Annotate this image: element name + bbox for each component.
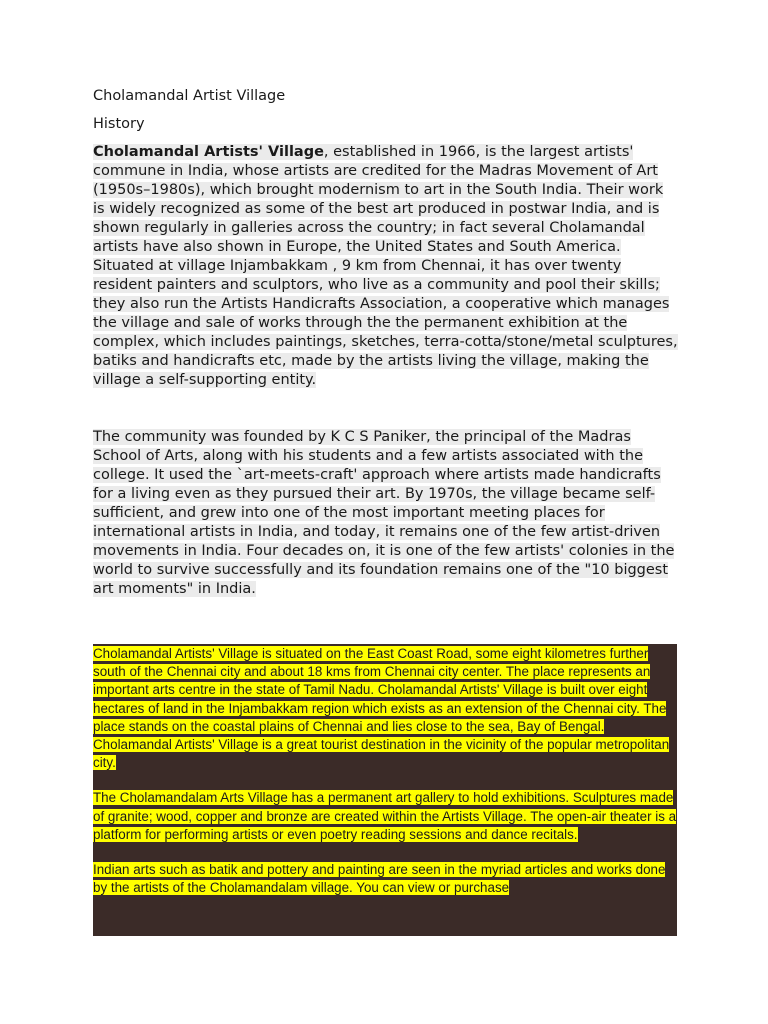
highlighted-paragraph-1 — [93, 644, 677, 772]
history-paragraph-2 — [93, 428, 678, 599]
document-title: Cholamandal Artist Village — [93, 88, 286, 104]
section-heading-history: History — [93, 116, 145, 132]
village-name-bold: Cholamandal Artists' Village — [93, 144, 324, 160]
highlighted-paragraph-3-text: Indian arts such as batik and pottery and painting are seen in the myriad articles and works done by the artists of the Cholamandalam village. You can view or purchase — [93, 862, 666, 896]
history-paragraph-2-text: The community was founded by K C S Paniker, the principal of the Madras School of Arts, along with his students and a few artists associated with the college. It used the `art-meets-craft' approach where artists made handicrafts for a living even as they pursued their art. By 1970s, the village became self-sufficient, and grew into one of the most important meeting places for international artists in India, and today, it remains one of the few artist-driven movements in India. Four decades on, it is one of the few artists' colonies in the world to survive successfully and its foundation remains one of the "10 biggest art moments" in India. — [93, 429, 675, 597]
highlighted-paragraph-3 — [93, 861, 677, 897]
history-paragraph-1-text: , established in 1966, is the largest artists' commune in India, whose artists are credited for the Madras Movement of Art (1950s–1980s), which brought modernism to art in the South India. Their work is widely recognized as some of the best art produced in postwar India, and is shown regularly in galleries across the country; in fact several Cholamandal artists have also shown in Europe, the United States and South America. Situated at village Injambakkam , 9 km from Chennai, it has over twenty resident painters and sculptors, who live as a community and pool their skills; they also run the Artists Handicrafts Association, a cooperative which manages the village and sale of works through the the permanent exhibition at the complex, which includes paintings, sketches, terra-cotta/stone/metal sculptures, batiks and handicrafts etc, made by the artists living the village, making the village a self-supporting entity. — [93, 144, 678, 388]
highlighted-paragraph-1-text: Cholamandal Artists' Village is situated on the East Coast Road, some eight kilometres further south of the Chennai city and about 18 kms from Chennai city center. The place represents an important arts centre in the state of Tamil Nadu. Cholamandal Artists' Village is built over eight hectares of land in the Injambakkam region which exists as an extension of the Chennai city. The place stands on the coastal plains of Chennai and lies close to the sea, Bay of Bengal. Cholamandal Artists' Village is a great tourist destination in the vicinity of the popular metropolitan city. — [93, 646, 670, 771]
highlighted-paragraph-2-text: The Cholamandalam Arts Village has a permanent art gallery to hold exhibitions. Sculptures made of granite; wood, copper and bronze are created within the Artists Village. The open-air theater is a platform for performing artists or even poetry reading sessions and dance recitals. — [93, 790, 677, 842]
highlighted-excerpt-panel — [93, 644, 677, 936]
highlighted-paragraph-2 — [93, 789, 677, 844]
history-paragraph-1 — [93, 143, 678, 390]
